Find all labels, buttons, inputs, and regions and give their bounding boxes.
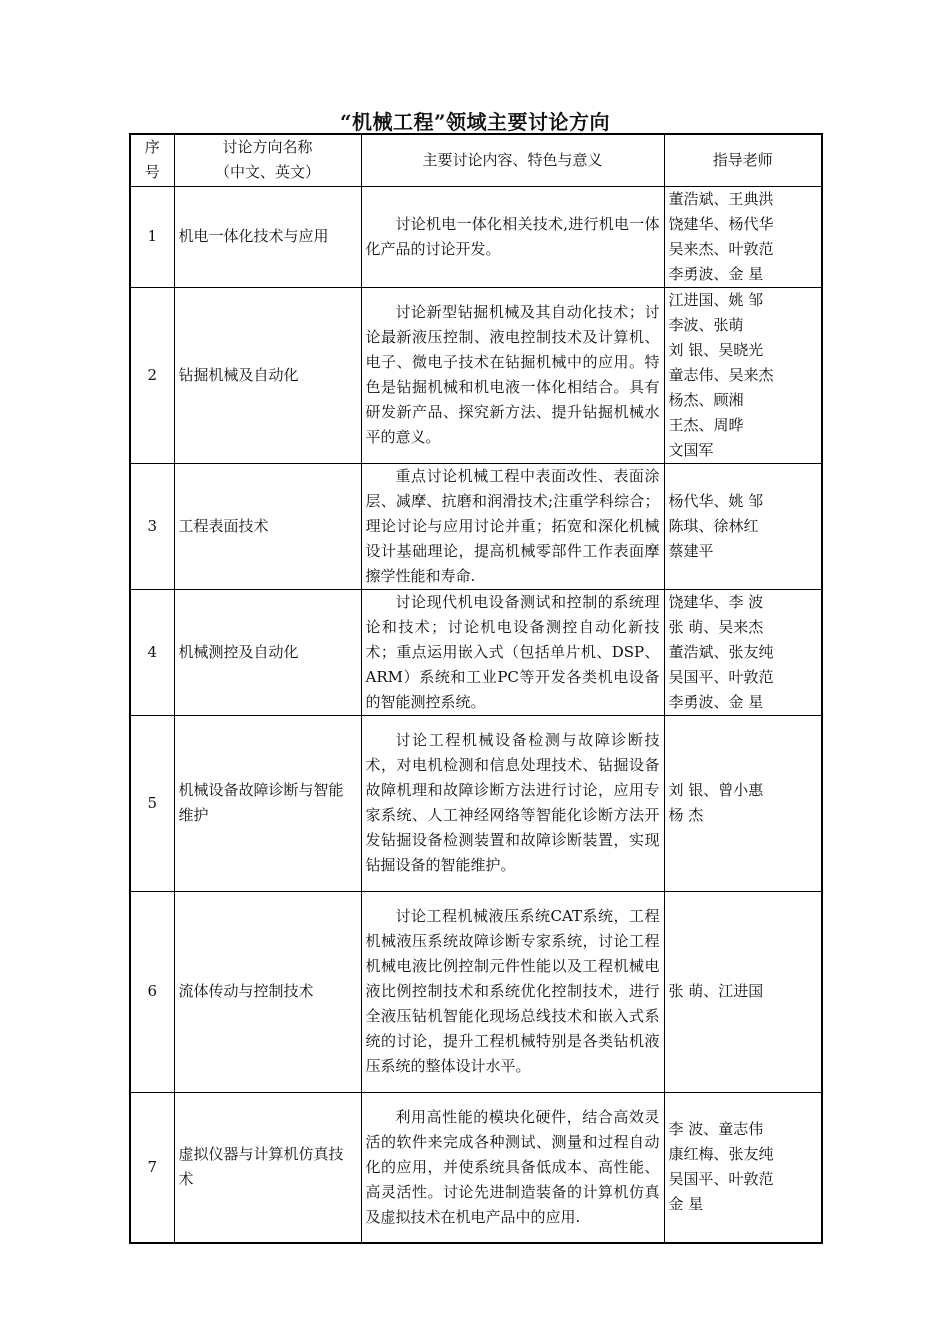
supervisor-names: 童志伟、吴来杰 bbox=[668, 365, 774, 384]
row-number: 2 bbox=[130, 287, 174, 463]
direction-name: 机械设备故障诊断与智能维护 bbox=[174, 715, 361, 891]
supervisor-names: 李勇波、金 星 bbox=[668, 264, 764, 283]
table-row bbox=[130, 186, 822, 287]
row-number: 7 bbox=[130, 1092, 174, 1243]
supervisor-names: 杨杰、顾湘 bbox=[668, 390, 744, 409]
row-number: 6 bbox=[130, 891, 174, 1092]
supervisor-list bbox=[664, 891, 822, 1092]
supervisor-names: 刘 银、吴晓光 bbox=[668, 340, 764, 359]
supervisor-list bbox=[664, 287, 822, 463]
supervisor-names: 吴国平、叶敦范 bbox=[668, 667, 774, 686]
research-directions-table bbox=[129, 133, 823, 1244]
supervisor-names: 蔡建平 bbox=[668, 541, 714, 560]
supervisor-names: 杨代华、姚 邹 bbox=[668, 491, 764, 510]
supervisor-names: 饶建华、李 波 bbox=[668, 592, 764, 611]
header-teacher: 指导老师 bbox=[664, 134, 822, 186]
supervisor-names: 吴来杰、叶敦范 bbox=[668, 239, 774, 258]
header-seq: 序 号 bbox=[130, 134, 174, 186]
direction-name: 机械测控及自动化 bbox=[174, 589, 361, 715]
direction-name: 钻掘机械及自动化 bbox=[174, 287, 361, 463]
supervisor-names: 董浩斌、王典洪 bbox=[668, 189, 774, 208]
supervisor-names: 李波、张萌 bbox=[668, 315, 744, 334]
table-row bbox=[130, 891, 822, 1092]
supervisor-list bbox=[664, 589, 822, 715]
table-row bbox=[130, 715, 822, 891]
supervisor-names: 江进国、姚 邹 bbox=[668, 290, 764, 309]
row-number: 1 bbox=[130, 186, 174, 287]
supervisor-names: 文国军 bbox=[668, 440, 714, 459]
supervisor-names: 张 萌、江进国 bbox=[668, 982, 764, 1000]
row-number: 5 bbox=[130, 715, 174, 891]
supervisor-names: 李 波、童志伟 bbox=[668, 1120, 764, 1139]
document-title: “机械工程”领域主要讨论方向 bbox=[339, 110, 610, 134]
supervisor-names: 康红梅、张友纯 bbox=[668, 1145, 774, 1164]
supervisor-list bbox=[664, 1092, 822, 1243]
supervisor-names: 金 星 bbox=[668, 1195, 704, 1214]
supervisor-list bbox=[664, 463, 822, 589]
direction-content: 讨论机电一体化相关技术,进行机电一体化产品的讨论开发。 bbox=[361, 186, 664, 287]
direction-name: 工程表面技术 bbox=[174, 463, 361, 589]
supervisor-names: 刘 银、曾小惠 bbox=[668, 781, 764, 799]
row-number: 3 bbox=[130, 463, 174, 589]
supervisor-names: 李勇波、金 星 bbox=[668, 692, 764, 711]
direction-name: 流体传动与控制技术 bbox=[174, 891, 361, 1092]
direction-content: 讨论工程机械设备检测与故障诊断技术，对电机检测和信息处理技术、钻掘设备故障机理和故障诊断方法进行讨论，应用专家系统、人工神经网络等智能化诊断方法开发钻掘设备检测装置和故障诊断装置，实现钻掘设备的智能维护。 bbox=[361, 715, 664, 891]
direction-name: 虚拟仪器与计算机仿真技术 bbox=[174, 1092, 361, 1243]
direction-content: 讨论新型钻掘机械及其自动化技术；讨论最新液压控制、液电控制技术及计算机、电子、微电子技术在钻掘机械中的应用。特色是钻掘机械和机电液一体化相结合。具有研发新产品、探究新方法、提升钻掘机械水平的意义。 bbox=[361, 287, 664, 463]
supervisor-names: 王杰、周晔 bbox=[668, 415, 744, 434]
supervisor-list bbox=[664, 186, 822, 287]
table-row bbox=[130, 589, 822, 715]
table-row bbox=[130, 287, 822, 463]
supervisor-names: 董浩斌、张友纯 bbox=[668, 642, 774, 661]
supervisor-names: 饶建华、杨代华 bbox=[668, 214, 774, 233]
supervisor-names: 吴国平、叶敦范 bbox=[668, 1170, 774, 1189]
header-content: 主要讨论内容、特色与意义 bbox=[361, 134, 664, 186]
direction-content: 利用高性能的模块化硬件，结合高效灵活的软件来完成各种测试、测量和过程自动化的应用，并使系统具备低成本、高性能、高灵活性。讨论先进制造装备的计算机仿真及虚拟技术在机电产品中的应用. bbox=[361, 1092, 664, 1243]
header-direction: 讨论方向名称 （中文、英文） bbox=[174, 134, 361, 186]
supervisor-names: 杨 杰 bbox=[668, 806, 704, 824]
supervisor-names: 陈琪、徐林红 bbox=[668, 516, 759, 535]
table-header-row bbox=[130, 134, 822, 186]
direction-content: 讨论工程机械液压系统CAT系统，工程机械液压系统故障诊断专家系统，讨论工程机械电液比例控制元件性能以及工程机械电液比例控制技术和系统优化控制技术，进行全液压钻机智能化现场总线技术和嵌入式系统的讨论，提升工程机械特别是各类钻机液压系统的整体设计水平。 bbox=[361, 891, 664, 1092]
supervisor-list bbox=[664, 715, 822, 891]
table-row bbox=[130, 463, 822, 589]
supervisor-names: 张 萌、吴来杰 bbox=[668, 617, 764, 636]
direction-content: 重点讨论机械工程中表面改性、表面涂层、减摩、抗磨和润滑技术;注重学科综合；理论讨论与应用讨论并重；拓宽和深化机械设计基础理论，提高机械零部件工作表面摩擦学性能和寿命. bbox=[361, 463, 664, 589]
direction-name: 机电一体化技术与应用 bbox=[174, 186, 361, 287]
row-number: 4 bbox=[130, 589, 174, 715]
direction-content: 讨论现代机电设备测试和控制的系统理论和技术；讨论机电设备测控自动化新技术；重点运用嵌入式（包括单片机、DSP、ARM）系统和工业PC等开发各类机电设备的智能测控系统。 bbox=[361, 589, 664, 715]
table-row bbox=[130, 1092, 822, 1243]
